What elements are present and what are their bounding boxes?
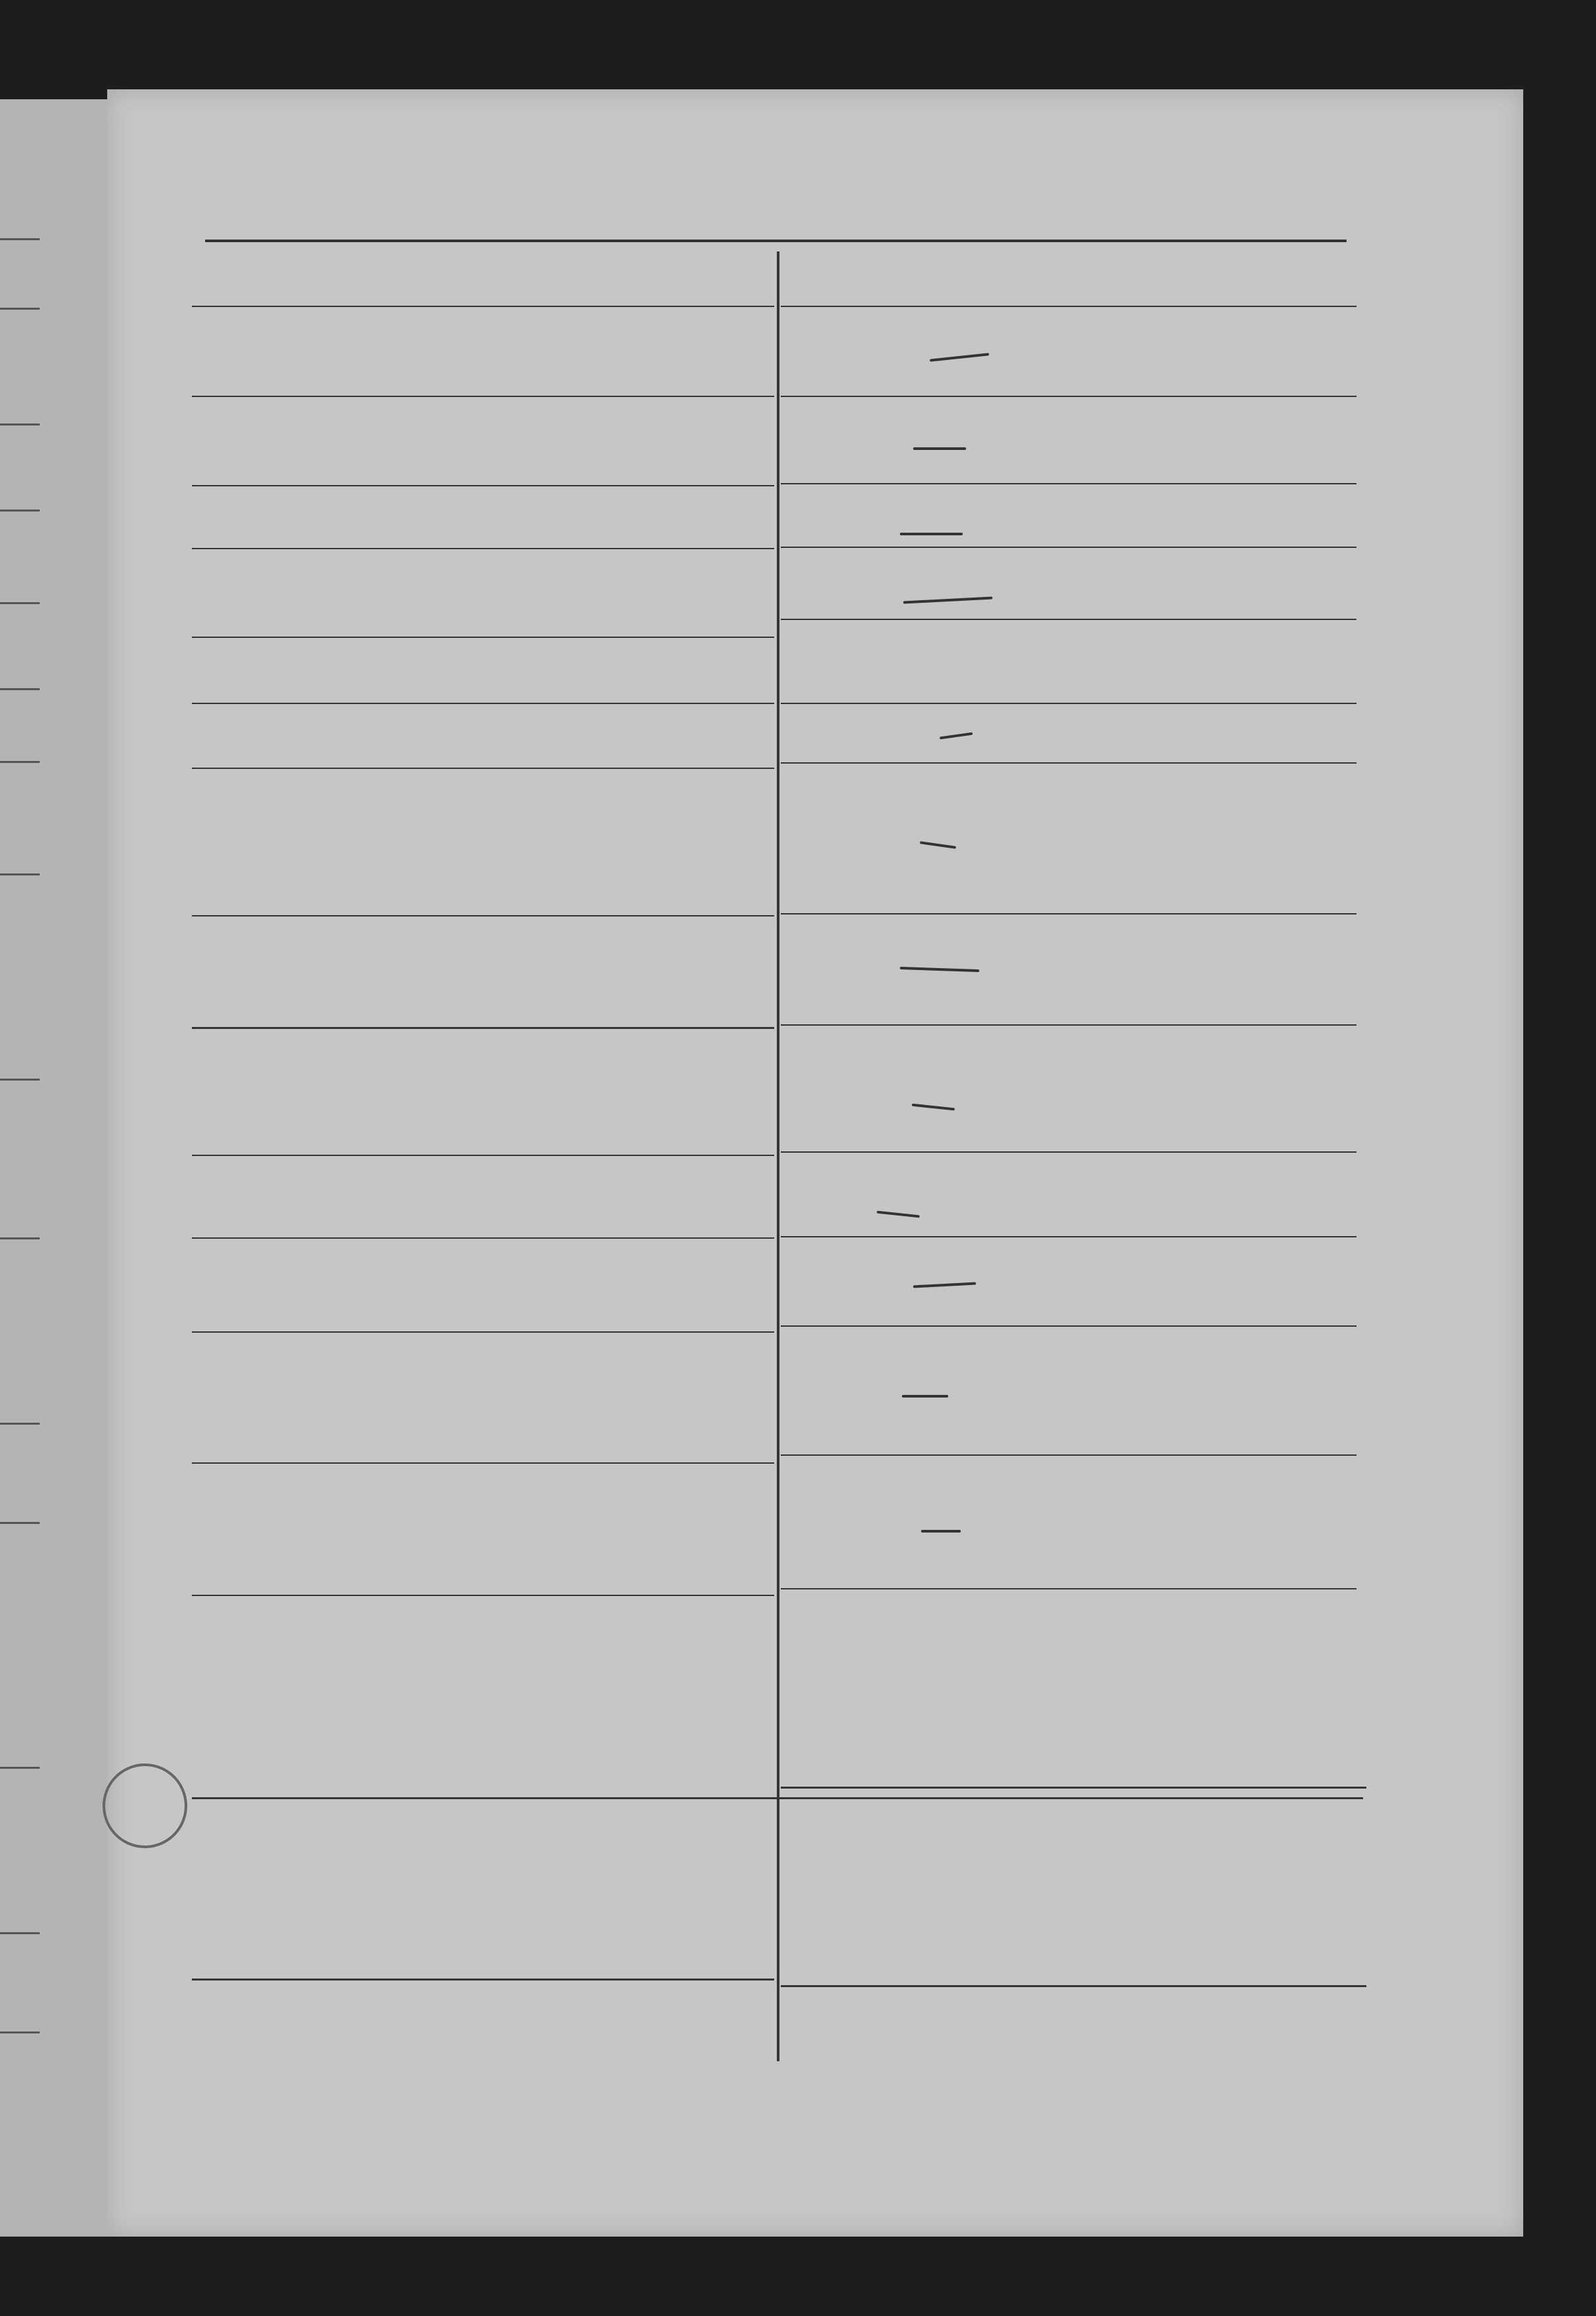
row-rule	[781, 762, 1356, 764]
answer-21-dash	[902, 1395, 948, 1398]
row-rule	[192, 548, 774, 549]
row-rule	[192, 637, 774, 638]
rule-stub	[0, 423, 40, 425]
row-rule	[192, 1331, 774, 1333]
row-rule	[781, 396, 1356, 397]
row-rule	[192, 1595, 774, 1596]
rule-stub	[0, 602, 40, 604]
row-rule	[192, 915, 774, 916]
row-rule	[781, 1588, 1356, 1589]
header-underline	[781, 306, 1356, 307]
row-rule	[781, 1787, 1366, 1789]
rule-stub	[0, 873, 40, 875]
row-rule	[192, 1027, 774, 1029]
answer-11-dash	[913, 447, 966, 450]
row-rule	[781, 703, 1356, 704]
row-rule	[192, 485, 774, 486]
rule-stub	[0, 1079, 40, 1081]
row-rule	[781, 1024, 1356, 1026]
row-rule	[192, 768, 774, 769]
top-rule	[205, 240, 1347, 242]
row-rule	[781, 1985, 1366, 1987]
answer-22-dash	[921, 1530, 961, 1533]
row-rule	[781, 547, 1356, 548]
rule-stub	[0, 1423, 40, 1425]
rule-stub	[0, 761, 40, 763]
row-rule	[192, 1155, 774, 1156]
row-rule	[781, 1236, 1356, 1237]
rule-stub	[0, 1767, 40, 1769]
rule-stub	[0, 1522, 40, 1524]
row-rule	[781, 1151, 1356, 1153]
left-page-edge	[0, 99, 116, 2237]
rule-stub	[0, 238, 40, 240]
rule-stub	[0, 1237, 40, 1239]
column-divider	[777, 251, 779, 2061]
row-rule	[781, 1325, 1356, 1327]
rule-stub	[0, 688, 40, 690]
row-rule	[781, 483, 1356, 484]
rule-stub	[0, 510, 40, 512]
answer-12-dash	[900, 533, 963, 535]
row-rule	[192, 1797, 1363, 1799]
row-rule	[781, 1454, 1356, 1456]
rule-stub	[0, 308, 40, 310]
row-rule	[192, 1237, 774, 1239]
row-rule	[192, 703, 774, 704]
rule-stub	[0, 2031, 40, 2033]
row-rule	[781, 913, 1356, 914]
row-rule	[781, 619, 1356, 620]
row-rule	[192, 1979, 774, 1981]
row-rule	[192, 396, 774, 397]
header-underline	[192, 306, 774, 307]
form-page	[107, 89, 1523, 2237]
rule-stub	[0, 1932, 40, 1934]
row-rule	[192, 1462, 774, 1464]
